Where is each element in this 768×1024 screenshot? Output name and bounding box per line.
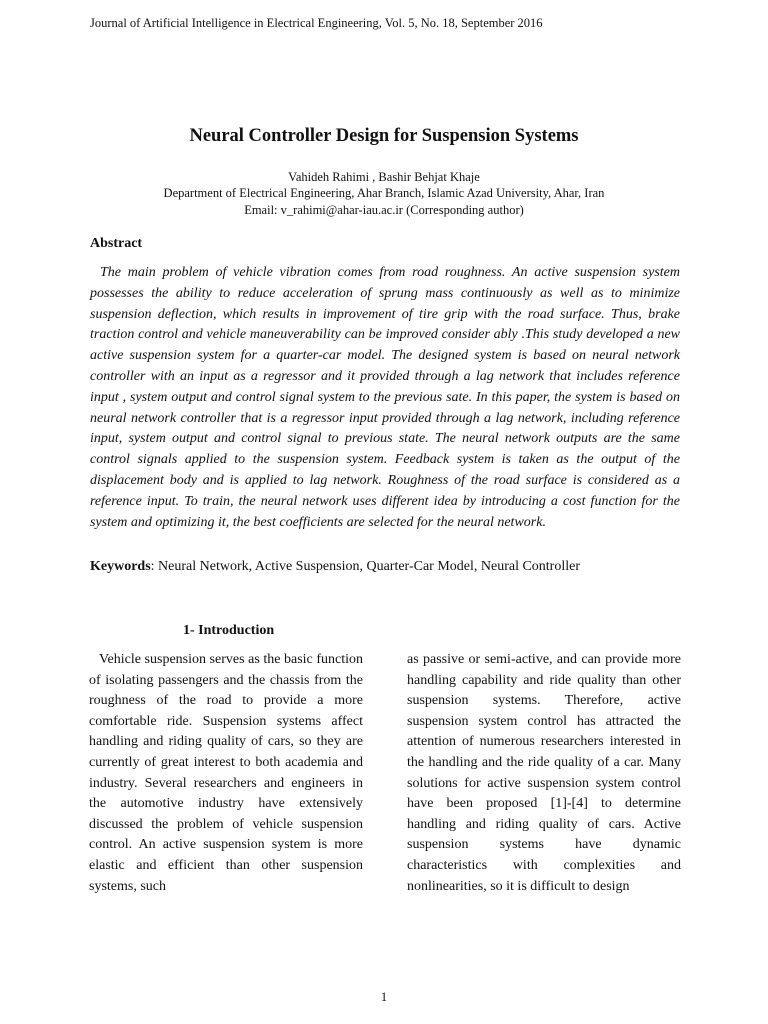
intro-right-column: as passive or semi-active, and can provide more handling capability and ride quality than other suspension systems. Therefore, active suspension system control has attracted the attention of numerous researchers interested in the handling and the ride quality of a car. Many solutions for active suspension system control have been proposed [1]-[4] to determine handling and riding quality of cars. Active suspension systems have dynamic characteristics with complexities and nonlinearities, so it is difficult to design [407,652,681,894]
keywords-label: Keywords [90,559,151,574]
authors: Vahideh Rahimi , Bashir Behjat Khaje [288,170,480,184]
abstract-body: The main problem of vehicle vibration comes from road roughness. An active suspension system possesses the ability to reduce acceleration of sprung mass continuously as well as to minimize suspension deflection, which results in improvement of tire grip with the road surface. Thus, brake traction control and vehicle maneuverability can be improved consider ably .This study developed a new active suspension system for a quarter-car model. The designed system is based on neural network controller with an input as a regressor and it provided through a lag network that includes reference input , system output and control signal system to the previous sate. In this paper, the system is based on neural network controller that is a regressor input provided through a lag network, including reference input, system output and control signal to previous state. The neural network outputs are the same control signals applied to the suspension system. Feedback system is taken as the output of the displacement body and is applied to lag network. Roughness of the road surface is considered as a reference input. To train, the neural network uses different idea by introducing a cost function for the system and optimizing it, the best coefficients are selected for the neural network. [90,265,680,530]
email: Email: v_rahimi@ahar-iau.ac.ir (Corresponding author) [244,203,524,217]
section-heading-introduction: 1- Introduction [183,623,275,638]
paper-title: Neural Controller Design for Suspension Systems [189,126,579,146]
abstract-heading: Abstract [90,236,143,251]
keywords [90,559,580,575]
affiliation: Department of Electrical Engineering, Ahar Branch, Islamic Azad University, Ahar, Iran [163,186,605,200]
running-head: Journal of Artificial Intelligence in Electrical Engineering, Vol. 5, No. 18, September 2016 [90,16,543,30]
keywords-text: : Neural Network, Active Suspension, Quarter-Car Model, Neural Controller [150,559,581,574]
page-number: 1 [380,990,388,1004]
intro-left-column: Vehicle suspension serves as the basic function of isolating passengers and the chassis from the roughness of the road to provide a more comfortable ride. Suspension systems affect handling and riding quality of cars, so they are currently of great interest to both academia and industry. Several researchers and engineers in the automotive industry have extensively discussed the problem of vehicle suspension control. An active suspension system is more elastic and efficient than other suspension systems, such [89,652,363,894]
